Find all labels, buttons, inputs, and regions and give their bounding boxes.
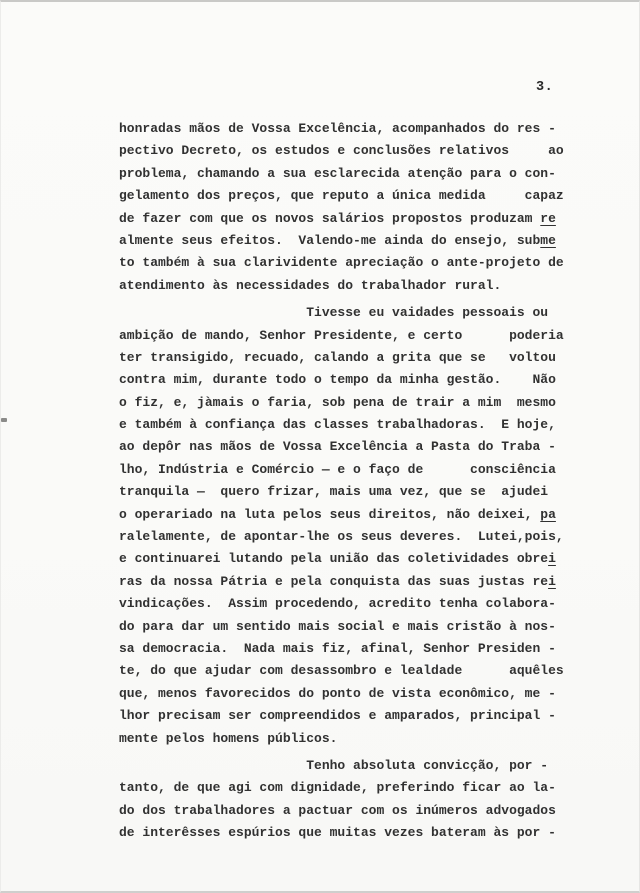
scan-artifact-smudge [1,418,7,422]
text-segment: do dos trabalhadores a pactuar com os inúmeros advogados [119,802,556,818]
text-line [119,548,579,570]
text-line [119,436,579,458]
text-line [119,638,579,660]
text-segment: o operariado na luta pelos seus direitos, não deixei, [119,506,541,522]
text-line [119,755,579,777]
text-segment: o fiz, e, jàmais o faria, sob pena de trair a mim mesmo [119,394,556,410]
text-line [119,325,579,347]
text-segment: e continuarei lutando pela união das coletividades obre [119,551,549,567]
text-segment: sa democracia. Nada mais fiz, afinal, Senhor Presiden - [119,640,556,656]
text-line [119,800,579,822]
text-line [119,369,579,391]
text-line [119,208,579,230]
text-line [119,275,579,297]
paragraph [119,302,579,750]
text-segment: to também à sua clarividente apreciação o ante-projeto de [119,255,564,271]
text-segment: honradas mãos de Vossa Excelência, acompanhados do res - [119,121,556,136]
text-segment: de fazer com que os novos salários propostos produzam [119,210,541,226]
text-line [119,683,579,705]
text-segment: problema, chamando a sua esclarecida atenção para o con- [119,165,556,181]
text-segment: Tivesse eu vaidades pessoais ou [119,305,549,321]
text-line [119,526,579,548]
text-line [119,660,579,682]
text-segment: ambição de mando, Senhor Presidente, e certo poderia [119,327,564,343]
text-line [119,163,579,185]
text-segment: vindicações. Assim procedendo, acredito tenha colabora- [119,596,556,612]
text-segment: ao depôr nas mãos de Vossa Excelência a Pasta do Traba - [119,439,556,455]
text-segment: Tenho absoluta convicção, por - [119,757,549,773]
text-line [119,504,579,526]
text-line [119,185,579,207]
document-body [119,118,579,845]
text-line [119,392,579,414]
text-line [119,822,579,844]
text-line [119,252,579,274]
text-segment: e também à confiança das classes trabalhadoras. E hoje, [119,417,556,433]
text-segment: ras da nossa Pátria e pela conquista das suas justas re [119,573,549,589]
underlined-text-segment: i [548,551,556,567]
text-line [119,481,579,503]
underlined-text-segment: re [540,210,556,226]
text-segment: gelamento dos preços, que reputo a única medida capaz [119,188,564,204]
text-line [119,459,579,481]
text-segment: te, do que ajudar com desassombro e lealdade aquêles [119,663,564,679]
text-segment: almente seus efeitos. Valendo-me ainda do ensejo, sub [119,232,541,248]
text-line [119,414,579,436]
text-line [119,616,579,638]
text-line [119,230,579,252]
text-segment: ralelamente, de apontar-lhe os seus deveres. Lutei,pois, [119,529,564,545]
text-segment: pectivo Decreto, os estudos e conclusões relativos ao [119,143,564,159]
text-segment: de interêsses espúrios que muitas vezes bateram às por - [119,825,556,841]
text-segment: contra mim, durante todo o tempo da minha gestão. Não [119,372,556,388]
text-line [119,347,579,369]
text-segment: tranquila — quero frizar, mais uma vez, que se ajudei [119,484,549,500]
text-segment: do para dar um sentido mais social e mais cristão à nos- [119,618,556,634]
text-line [119,705,579,727]
text-segment: lhor precisam ser compreendidos e amparados, principal - [119,708,556,724]
underlined-text-segment: i [548,573,556,589]
underlined-text-segment: me [540,232,556,248]
text-line [119,118,579,140]
underlined-text-segment: pa [540,506,556,522]
text-segment: atendimento às necessidades do trabalhador rural. [119,277,502,293]
text-line [119,777,579,799]
text-segment: que, menos favorecidos do ponto de vista econômico, me - [119,685,556,701]
text-segment: lho, Indústria e Comércio — e o faço de consciência [119,461,556,477]
text-segment: tanto, de que agi com dignidade, preferindo ficar ao la- [119,780,556,796]
text-line [119,728,579,750]
text-segment: ter transigido, recuado, calando a grita que se voltou [119,349,556,365]
text-line [119,593,579,615]
page-number: 3. [536,80,554,95]
text-segment: mente pelos homens públicos. [119,730,338,746]
paragraph [119,118,579,297]
text-line [119,140,579,162]
text-line [119,571,579,593]
text-line [119,302,579,324]
paragraph [119,755,579,845]
